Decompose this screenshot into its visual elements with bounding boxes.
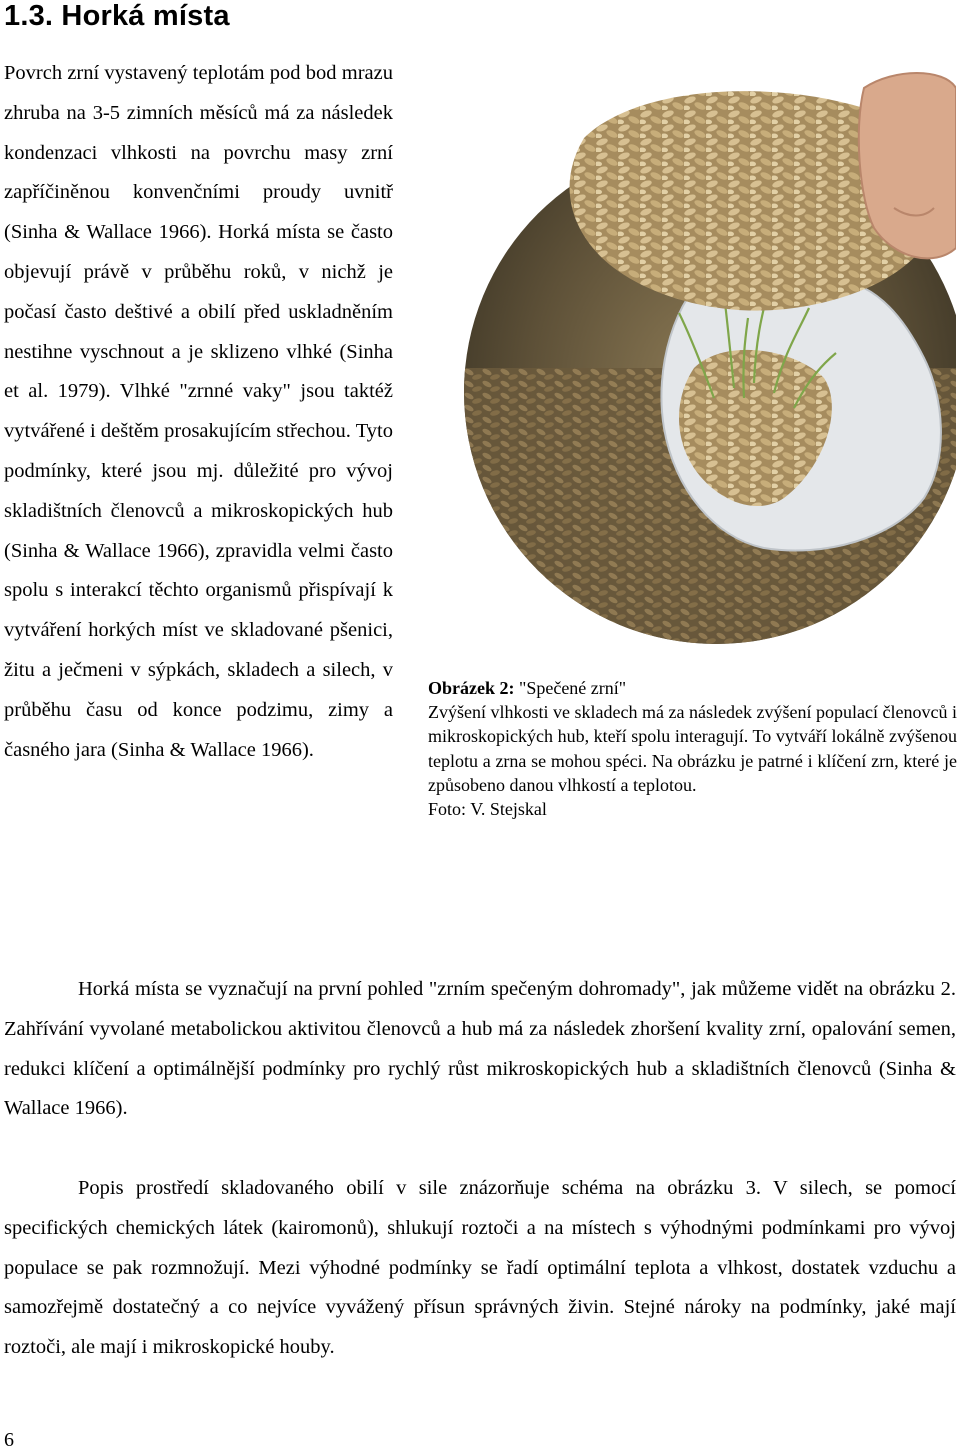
section-heading: 1.3. Horká místa [4, 0, 230, 32]
grain-photo-illustration [464, 68, 956, 650]
figure-label: Obrázek 2: [428, 678, 515, 698]
baked-grain-photo [464, 68, 956, 650]
page-number: 6 [4, 1429, 14, 1451]
body-paragraph: Horká místa se vyznačují na první pohled "zrním spečeným dohromady", jak můžeme vidět na obrázku 2. Zahřívání vyvolané metabolickou aktivitou členovců a hub má za následek zhoršení kvality zrní, opalování semen, redukci klíčení a optimálnější podmínky pro rychlý růst mikroskopických hub a skladištních členovců (Sinha & Wallace 1966). [4, 978, 956, 1120]
body-paragraph: Popis prostředí skladovaného obilí v sile znázorňuje schéma na obrázku 3. V silech, se pomocí specifických chemických látek (kairomonů), shlukují roztoči a na místech s výhodnými podmínkami pro vývoj populace se pak rozmnožují. Mezi výhodné podmínky se řadí optimální teplota a vlhkost, dostatek vzduchu a samozřejmě dostatečný a co nejvíce vyvážený přísun správných živin. Stejné nároky na podmínky, jaké mají roztoči, ale mají i mikroskopické houby. [4, 1177, 956, 1359]
figure-title: "Spečené zrní" [518, 678, 627, 698]
intro-column-text: Povrch zrní vystavený teplotám pod bod mrazu zhruba na 3-5 zimních měsíců má za následek kondenzaci vlhkosti na povrchu masy zrní zapříčiněnou konvenčními proudy uvnitř (Sinha & Wallace 1966). Horká místa se často objevují právě v průběhu roků, v nichž je počasí často deštivé a obilí před uskladněním nestihne vyschnout a je sklizeno vlhké (Sinha et al. 1979). Vlhké "zrnné vaky" jsou taktéž vytvářené i deštěm prosakujícím střechou. Tyto podmínky, které jsou mj. důležité pro vývoj skladištních členovců a mikroskopických hub (Sinha & Wallace 1966), zpravidla velmi často spolu s interakcí těchto organismů přispívají k vytváření horkých míst ve skladované pšenici, žitu a ječmeni v sýpkách, skladech a silech, v průběhu času od konce podzimu, zimy a časného jara (Sinha & Wallace 1966). [4, 62, 393, 761]
figure-caption [428, 676, 957, 821]
figure-description: Zvýšení vlhkosti ve skladech má za následek zvýšení populací členovců i mikroskopických hub, kteří spolu interagují. To vytváří lokálně zvýšenou teplotu a zrna se mohou spéci. Na obrázku je patrné i klíčení zrn, které je způsobeno danou vlhkostí a teplotou. [428, 702, 957, 795]
figure-caption-title [428, 676, 957, 700]
photo-credit: Foto: V. Stejskal [428, 799, 547, 820]
